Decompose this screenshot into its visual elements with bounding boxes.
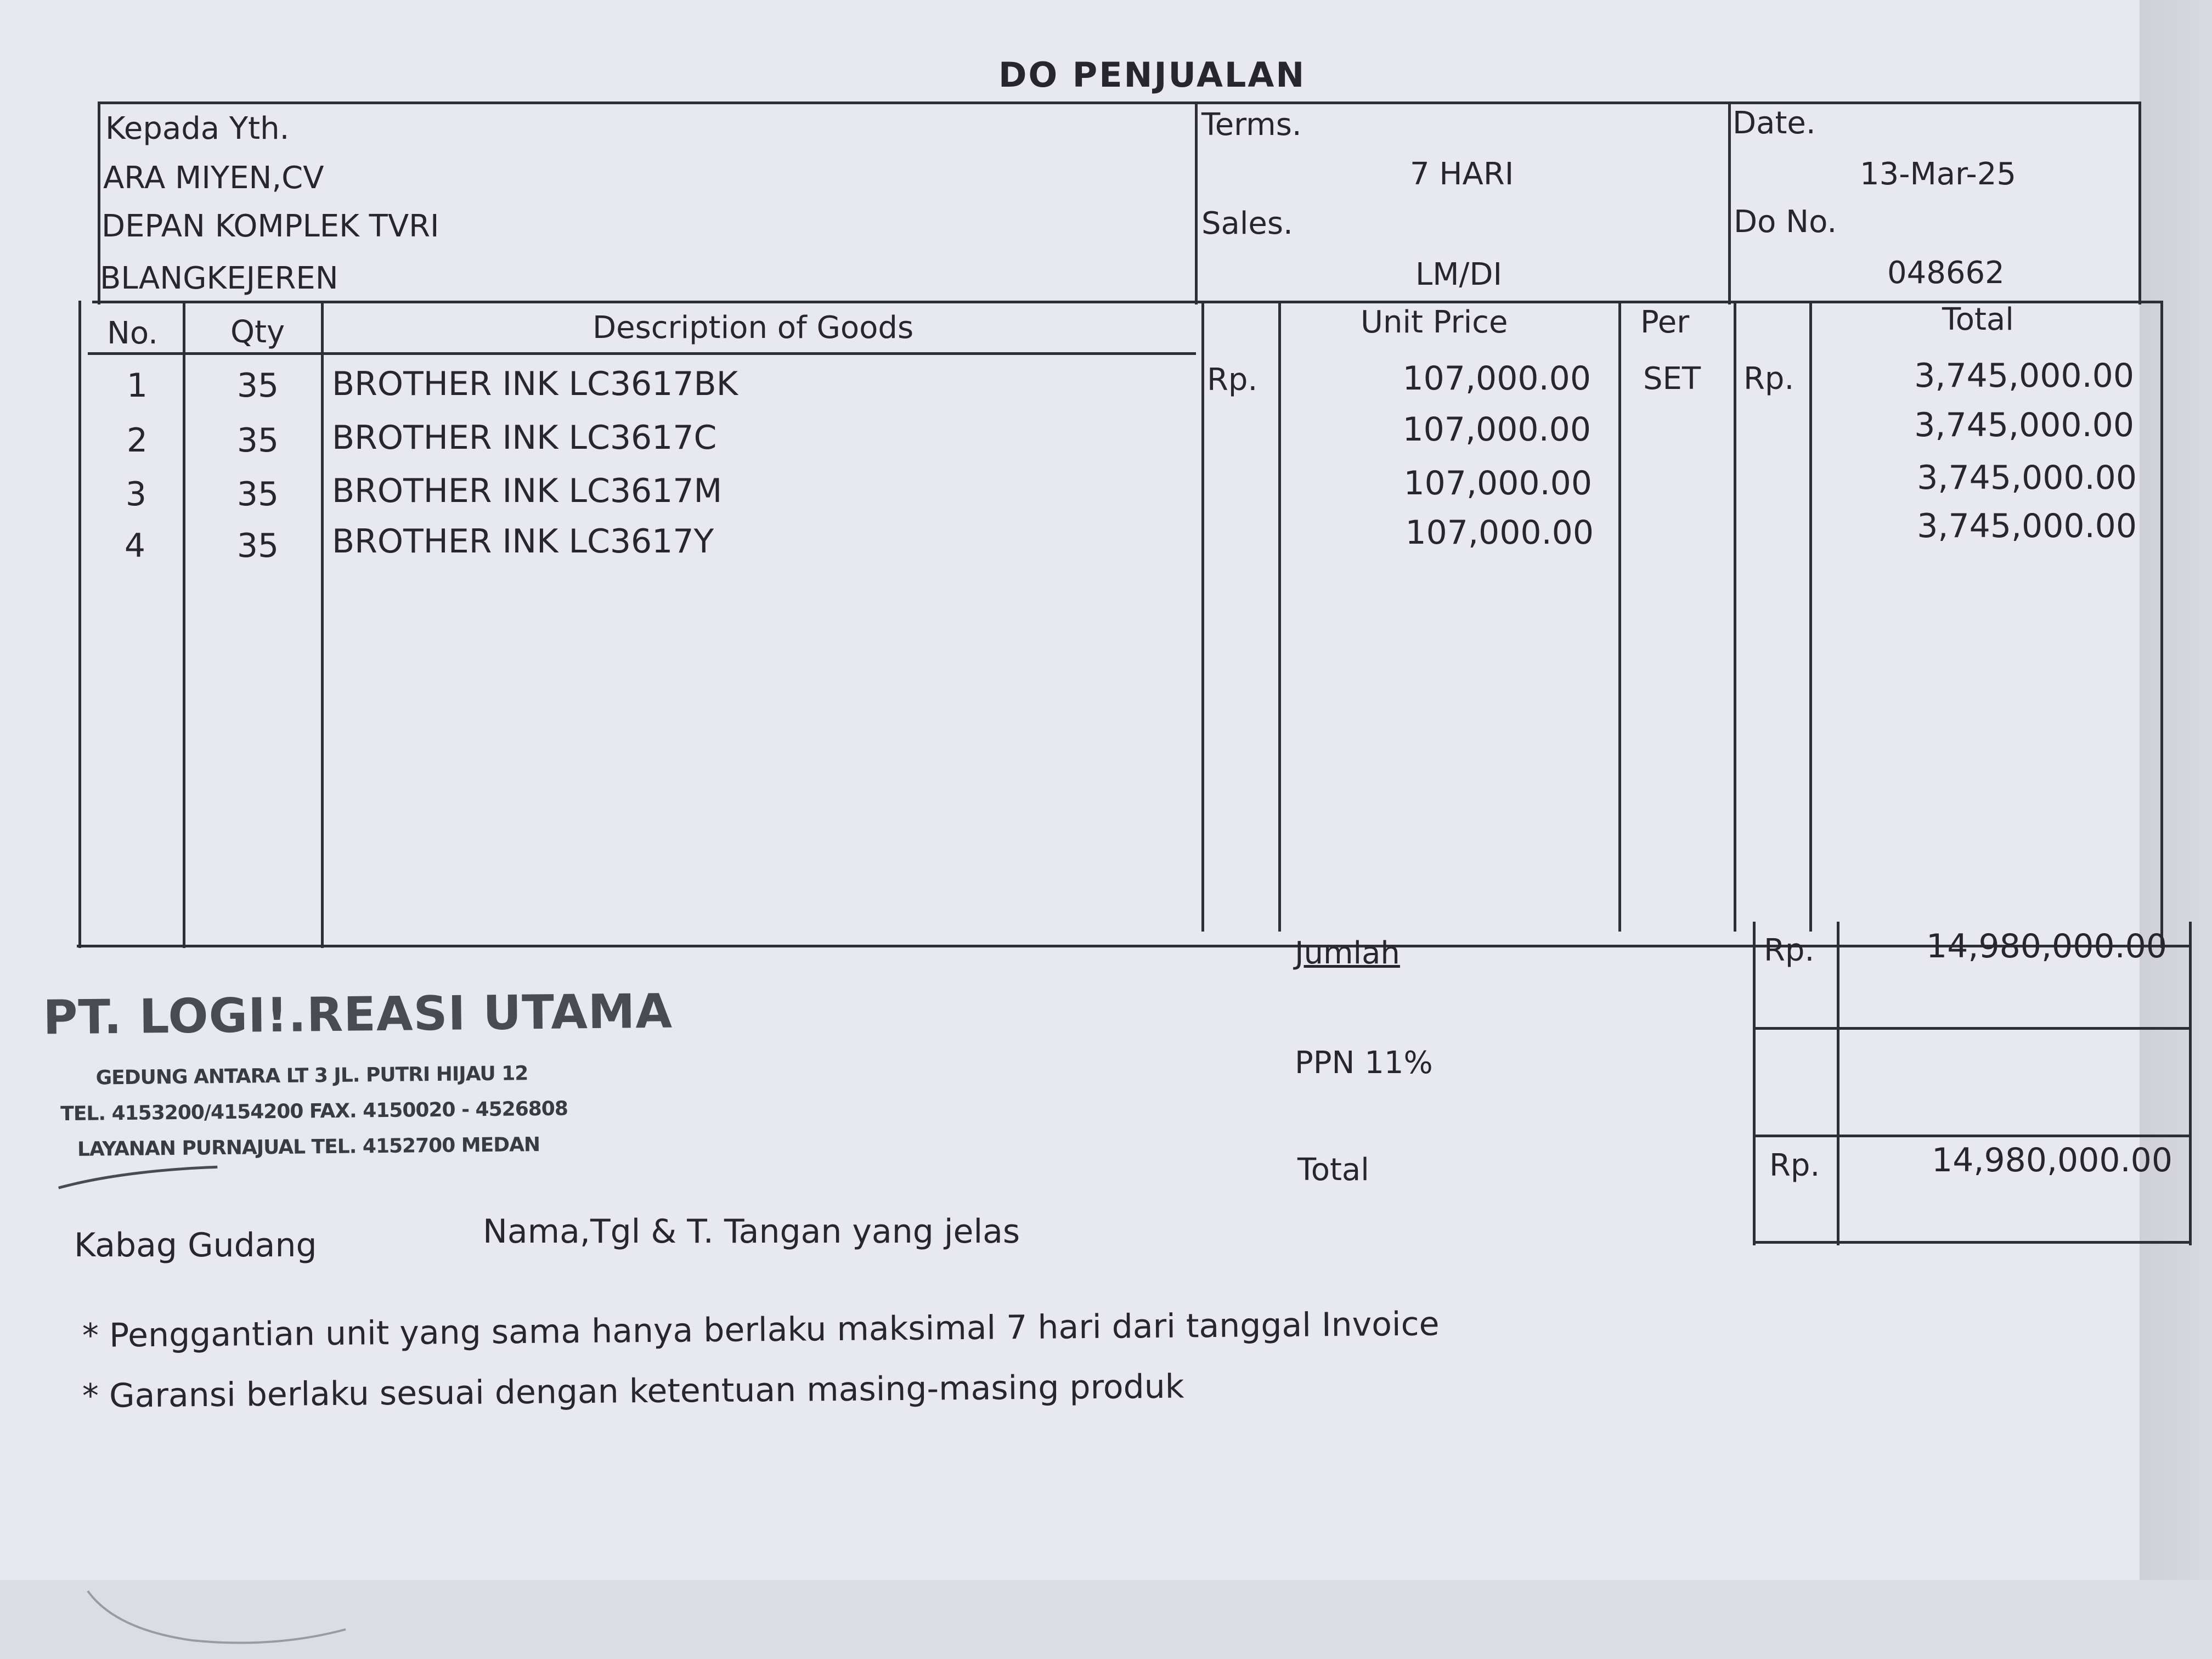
jumlah-label: Jumlah: [1295, 935, 1400, 971]
item-per: SET: [1643, 361, 1701, 397]
total-value: 14,980,000.00: [1932, 1141, 2172, 1180]
kabag-gudang-label: Kabag Gudang: [74, 1226, 317, 1265]
item-total-currency: Rp.: [1743, 361, 1795, 397]
terms-value: 7 HARI: [1410, 156, 1514, 192]
item-unit-price: 107,000.00: [1403, 464, 1592, 503]
terms-label: Terms.: [1201, 107, 1302, 143]
item-total: 3,745,000.00: [1914, 357, 2134, 395]
customer-heading: Kepada Yth.: [105, 111, 290, 146]
item-no: 4: [124, 527, 146, 565]
do-no-label: Do No.: [1734, 204, 1837, 240]
item-total: 3,745,000.00: [1917, 507, 2137, 545]
item-qty: 35: [236, 475, 279, 514]
total-currency: Rp.: [1769, 1148, 1820, 1183]
company-phone: TEL. 4153200/4154200 FAX. 4150020 - 4526808: [60, 1097, 568, 1126]
sales-value: LM/DI: [1415, 257, 1503, 292]
item-no: 1: [126, 366, 148, 405]
do-no-value: 048662: [1887, 255, 2005, 291]
column-header-no: No.: [107, 315, 158, 351]
paper-edge-shadow: [2140, 0, 2212, 1659]
customer-name: ARA MIYEN,CV: [103, 160, 324, 196]
column-header-total: Total: [1942, 302, 2014, 337]
item-unit-price: 107,000.00: [1405, 514, 1594, 552]
item-total: 3,745,000.00: [1914, 406, 2134, 444]
item-description: BROTHER INK LC3617BK: [332, 365, 738, 403]
column-header-description: Description of Goods: [592, 310, 914, 346]
jumlah-value: 14,980,000.00: [1926, 927, 2167, 966]
item-qty: 35: [236, 527, 279, 565]
note-warranty: * Garansi berlaku sesuai dengan ketentuan masing-masing produk: [82, 1367, 1184, 1415]
date-label: Date.: [1733, 105, 1816, 141]
ppn-label: PPN 11%: [1295, 1045, 1433, 1081]
item-qty: 35: [236, 366, 279, 405]
document-title: DO PENJUALAN: [998, 55, 1306, 95]
customer-city: BLANGKEJEREN: [100, 261, 338, 296]
signature-instruction: Nama,Tgl & T. Tangan yang jelas: [483, 1212, 1020, 1251]
company-name: PT. LOGI!.REASI UTAMA: [42, 984, 673, 1046]
item-unit-price: 107,000.00: [1402, 359, 1591, 398]
item-no: 3: [125, 475, 147, 514]
column-header-qty: Qty: [230, 314, 285, 350]
item-total: 3,745,000.00: [1917, 459, 2137, 497]
company-address: GEDUNG ANTARA LT 3 JL. PUTRI HIJAU 12: [95, 1062, 528, 1090]
item-no: 2: [126, 421, 148, 460]
company-stamp: [42, 984, 673, 1210]
customer-address: DEPAN KOMPLEK TVRI: [101, 208, 439, 244]
item-currency: Rp.: [1207, 362, 1258, 398]
total-label: Total: [1297, 1152, 1369, 1188]
jumlah-currency: Rp.: [1764, 933, 1815, 968]
date-value: 13-Mar-25: [1860, 156, 2017, 192]
stamp-underline-mark: [55, 1164, 221, 1193]
column-header-per: Per: [1640, 304, 1690, 340]
note-replacement: * Penggantian unit yang sama hanya berlaku maksimal 7 hari dari tanggal Invoice: [82, 1305, 1440, 1355]
paper-curl-mark: [82, 1580, 357, 1657]
item-description: BROTHER INK LC3617M: [332, 472, 723, 510]
item-description: BROTHER INK LC3617Y: [332, 522, 714, 561]
sales-label: Sales.: [1201, 206, 1293, 241]
item-qty: 35: [236, 421, 279, 460]
column-header-unit-price: Unit Price: [1361, 304, 1508, 340]
company-service: LAYANAN PURNAJUAL TEL. 4152700 MEDAN: [77, 1133, 540, 1161]
item-description: BROTHER INK LC3617C: [332, 419, 717, 457]
item-unit-price: 107,000.00: [1402, 410, 1591, 449]
